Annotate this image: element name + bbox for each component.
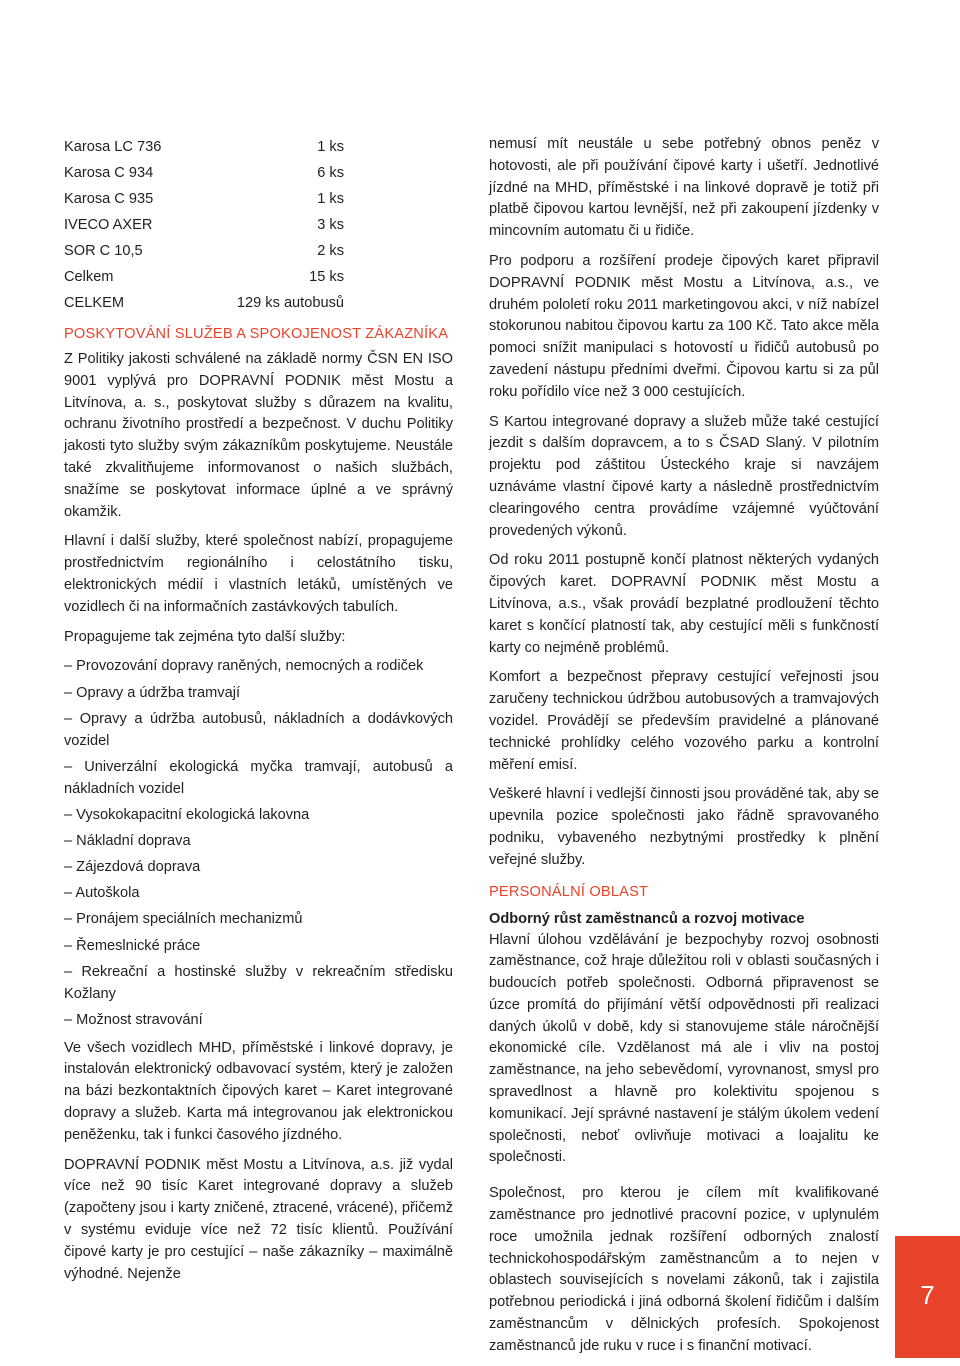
fleet-vehicle: CELKEM [64, 295, 125, 311]
fleet-row [64, 160, 344, 186]
left-column [64, 134, 453, 1293]
page-number-tab [895, 1236, 960, 1358]
paragraph: Od roku 2011 postupně končí platnost některých vydaných čipových karet. DOPRAVNÍ PODNIK měst Mostu a Litvínova, a.s., však provádí bezplatné prodloužení těchto karet s končící platností tak, aby cestující měli s funkčností karty co nejméně problémů. [489, 552, 879, 656]
service-item: – Nákladní doprava [64, 832, 191, 849]
paragraph: Propagujeme tak zejména tyto další služby: [64, 628, 346, 645]
fleet-row [64, 264, 344, 290]
service-item: – Rekreační a hostinské služby v rekreačním středisku Kožlany [64, 963, 453, 1002]
paragraph: DOPRAVNÍ PODNIK měst Mostu a Litvínova, a.s. již vydal více než 90 tisíc Karet integrované dopravy a služeb (započteny jsou i karty zničené, ztracené, vrácené), přičemž v systému eviduje více než 72 tisíc klientů. Používání čipové karty je pro cestující – naše zákazníky – maximálně výhodné. Nejenže [64, 1156, 453, 1282]
service-item: – Řemeslnické práce [64, 937, 201, 954]
service-item: – Univerzální ekologická myčka tramvají, autobusů a nákladních vozidel [64, 758, 453, 797]
service-item: – Zájezdová doprava [64, 859, 201, 876]
paragraph: S Kartou integrované dopravy a služeb může také cestující jezdit s dalším dopravcem, a to s ČSAD Slaný. V pilotním projektu pod záštitou Ústeckého kraje si navzájem uznáváme vlastní čipové karty a následně prostřednictvím clearingového centra provádíme vzájemné vyúčtování provedených výkonů. [489, 413, 879, 539]
section-heading-services: POSKYTOVÁNÍ SLUŽEB A SPOKOJENOST ZÁKAZNÍKA [64, 326, 449, 342]
right-column [489, 134, 879, 1366]
fleet-vehicle: Karosa LC 736 [64, 139, 162, 155]
fleet-row [64, 134, 344, 160]
fleet-table [64, 134, 344, 316]
fleet-row [64, 238, 344, 264]
fleet-row [64, 290, 344, 316]
fleet-vehicle: SOR C 10,5 [64, 243, 143, 259]
fleet-vehicle: Karosa C 935 [64, 191, 154, 207]
fleet-count: 1 ks [317, 139, 344, 155]
paragraph: Ve všech vozidlech MHD, příměstské i linkové dopravy, je instalován elektronický odbavovací systém, který je založen na bázi bezkontaktních čipových karet – Karet integrované dopravy a služeb. Karta má integrovanou jak elektronickou peněženku, tak i funkci časového jízdného. [64, 1039, 453, 1143]
service-item: – Vysokokapacitní ekologická lakovna [64, 806, 310, 823]
fleet-count: 1 ks [317, 191, 344, 207]
service-item: – Pronájem speciálních mechanizmů [64, 911, 303, 928]
fleet-count: 6 ks [317, 165, 344, 181]
paragraph: Veškeré hlavní i vedlejší činnosti jsou prováděné tak, aby se upevnila pozice společnosti jako řádně spravovaného podniku, vybaveného nezbytnými prostředky k plnění veřejné služby. [489, 786, 879, 868]
fleet-count: 3 ks [317, 217, 344, 233]
fleet-vehicle: Celkem [64, 269, 114, 285]
service-item: – Opravy a údržba tramvají [64, 684, 241, 701]
service-item: – Provozování dopravy raněných, nemocných a rodiček [64, 658, 424, 675]
service-item: – Autoškola [64, 885, 140, 902]
fleet-count: 15 ks [309, 269, 344, 285]
paragraph: nemusí mít neustále u sebe potřebný obnos peněz v hotovosti, ale při používání čipové karty i ušetří. Jednotlivé jízdné na MHD, příměstské i na linkové dopravě je totiž při platbě čipovou kartou levnější, než při zakoupení jízdenky v mincovním automatu či u řidiče. [489, 136, 879, 240]
paragraph: Společnost, pro kterou je cílem mít kvalifikované zaměstnance pro jednotlivé pracovní pozice, v uplynulém roce umožnila jednak rozšíření odborných znalostí technickohospodářským zaměstnancům a to nejen v oblastech souvisejících s novelami zákonů, tak i zajistila potřebnou periodická i jiná odborná školení řidičům i dalším zaměstnancům v dělnických profesích. Spokojenost zaměstnanců jde ruku v ruce i s finanční motivací. [489, 1185, 879, 1354]
services-list [64, 656, 453, 1031]
page-number: 7 [920, 1280, 935, 1310]
fleet-vehicle: Karosa C 934 [64, 165, 154, 181]
fleet-count: 129 ks autobusů [236, 295, 344, 311]
service-item: – Možnost stravování [64, 1011, 203, 1028]
subheading: Odborný růst zaměstnanců a rozvoj motivace [489, 910, 805, 927]
service-item: – Opravy a údržba autobusů, nákladních a dodávkových vozidel [64, 710, 453, 749]
fleet-count: 2 ks [317, 243, 344, 259]
paragraph: Pro podporu a rozšíření prodeje čipových karet připravil DOPRAVNÍ PODNIK měst Mostu a Litvínova, a.s., ve druhém pololetí roku 2011 marketingovou akci, v níž nabízel stokorunou nabitou čipovou kartu za 100 Kč. Tato akce měla pomoci snížit manipulaci s hotovostí u řidičů autobusů po zavedení nástupu předními dveřmi. Čipovou kartu si za půl roku pořídilo více než 3 000 cestujících. [489, 252, 879, 400]
fleet-row [64, 186, 344, 212]
paragraph: Hlavní i další služby, které společnost nabízí, propagujeme prostřednictvím regionálního i celostátního tisku, elektronických médií i vlastních letáků, umístěných ve vozidlech či na informačních zastávkových tabulích. [64, 533, 453, 615]
paragraph: Hlavní úlohou vzdělávání je bezpochyby rozvoj osobnosti zaměstnance, což hraje důležitou roli v oblasti současných i budoucích potřeb společnosti. Odborná připravenost se úzce promítá do přijímání větší odpovědnosti při realizaci daných úkolů v době, kdy si stanovujeme stále náročnější ekonomické cíle. Vzdělanost má ale i vliv na postoj zaměstnance, na jeho sebevědomí, vyrovnanost, smysl pro spravedlnost a hlavně pro kolektivitu spojenou s komunikací. Její správné nastavení je stálým úkolem vedení společnosti, neboť ovlivňuje motivaci a loajalitu ke společnosti. [489, 931, 879, 1166]
paragraph: Komfort a bezpečnost přepravy cestující veřejnosti jsou zaručeny technickou údržbou autobusových a tramvajových vozidel. Provádějí se především pravidelné a plánované technické prohlídky celého vozového parku a kontrolní měření emisí. [489, 669, 879, 773]
section-heading-personnel: PERSONÁLNÍ OBLAST [489, 883, 649, 900]
paragraph: Z Politiky jakosti schválené na základě normy ČSN EN ISO 9001 vyplývá pro DOPRAVNÍ PODNIK měst Mostu a Litvínova, a. s., poskytovat služby s důrazem na kvalitu, ochranu životního prostředí a bezpečnost. V duchu Politiky jakosti tyto služby svým zákazníkům poskytujeme. Neustále také zkvalitňujeme informovanost o našich službách, snažíme se poskytovat informace úplné a ve správný okamžik. [64, 351, 453, 520]
fleet-vehicle: IVECO AXER [64, 217, 153, 233]
fleet-row [64, 212, 344, 238]
